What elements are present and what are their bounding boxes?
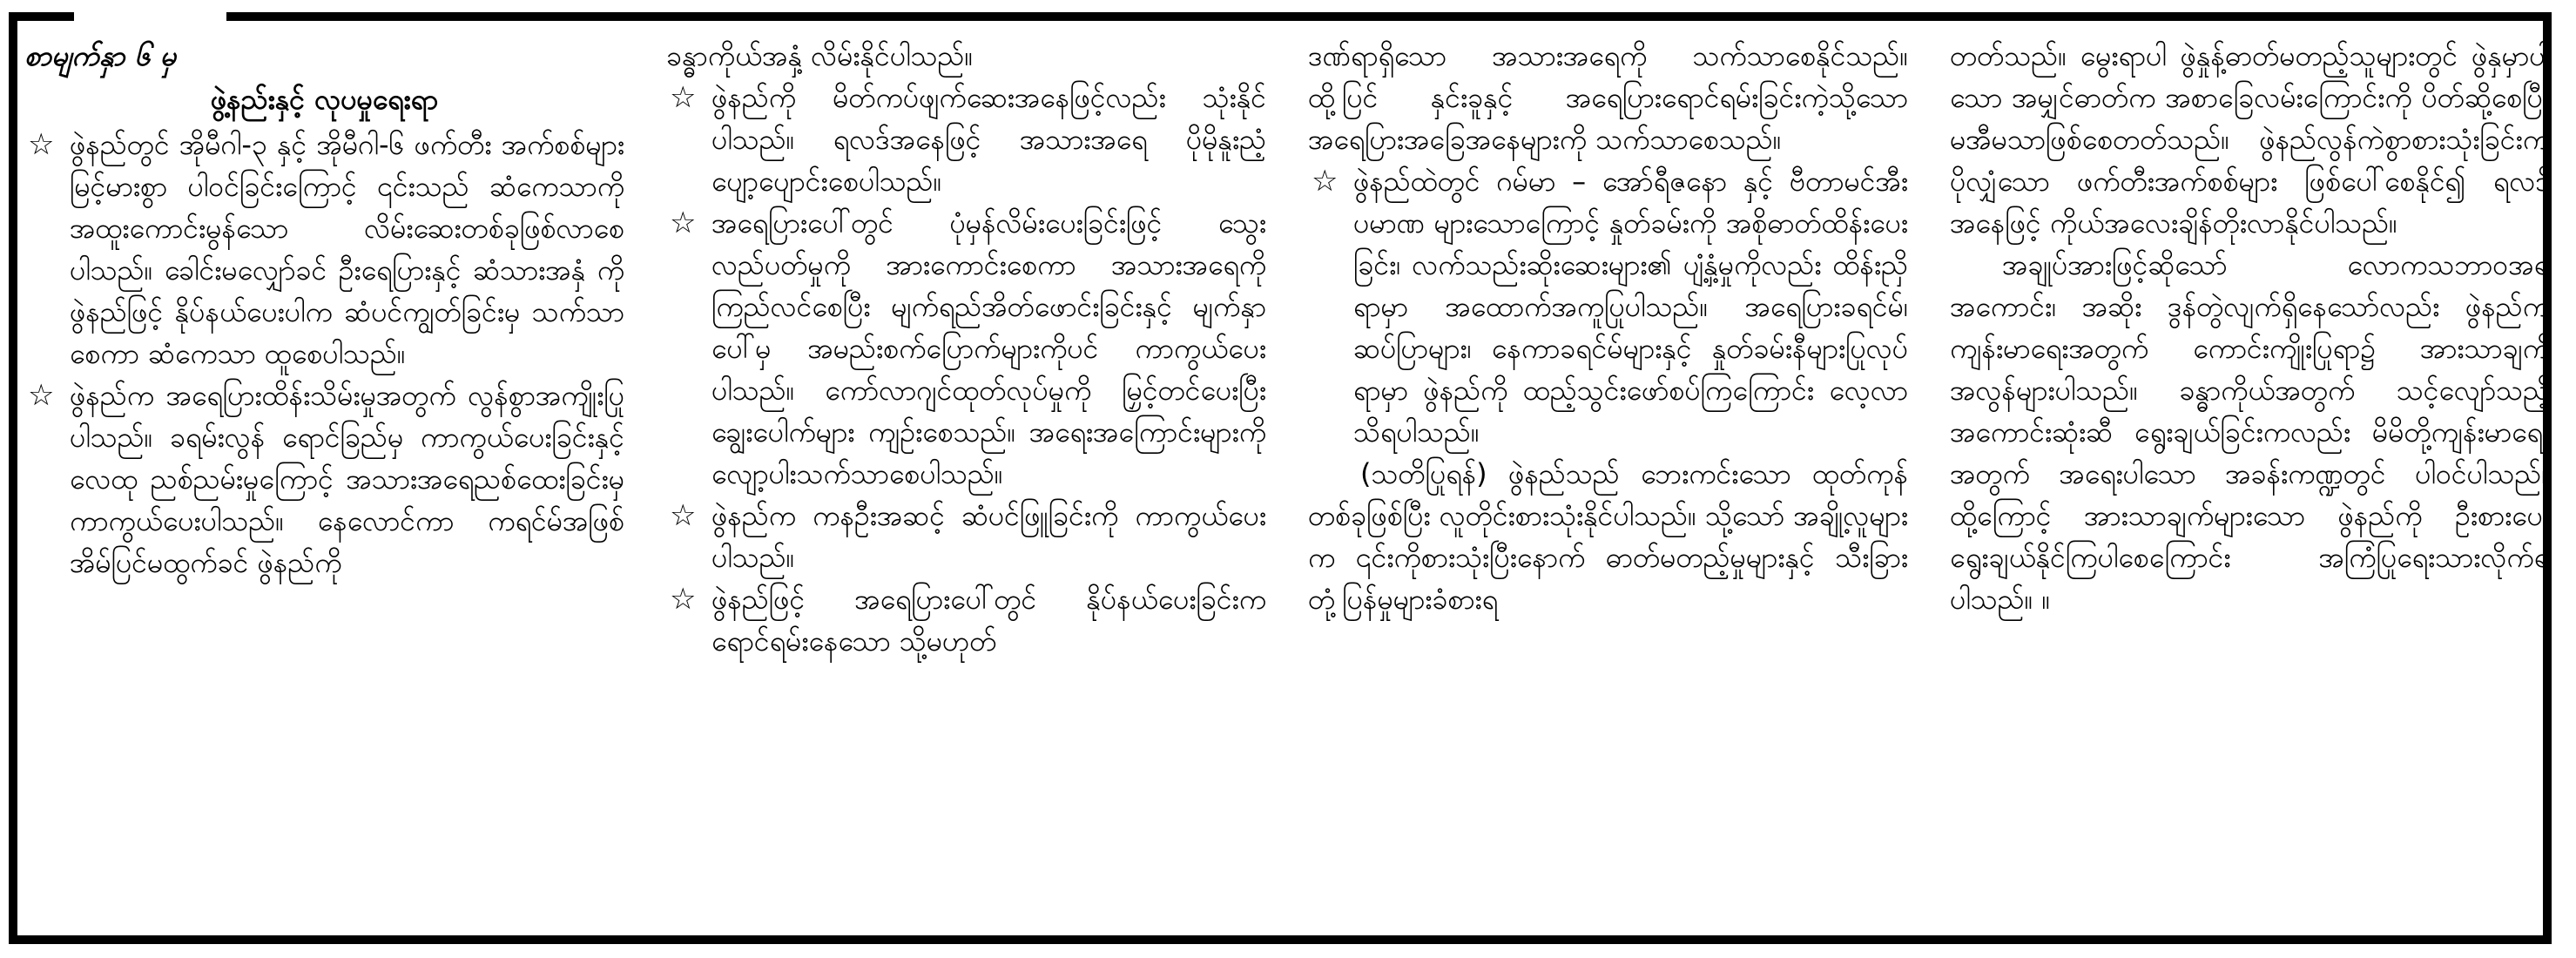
page-continuation-header: စာမျက်နှာ ၆ မှ (24, 39, 177, 72)
bullet-paragraph (24, 124, 624, 374)
bullet-text: ဖွဲနည်ကို မိတ်ကပ်ဖျက်ဆေးအနေဖြင့်လည်း သုံးနိုင်ပါသည်။ ရလဒ်အနေဖြင့် အသားအရေ ပိုမိုနူးညံ့ပျော့ပျောင်းစေပါသည်။ (711, 81, 1266, 198)
column-2 (666, 35, 1266, 932)
bullet-text: ဖွဲနည်ဖြင့် အရေပြားပေါ်တွင် နိုပ်နယ်ပေးခြင်းက ရောင်ရမ်းနေသော သို့မဟုတ် (711, 583, 1266, 658)
frame-top-gap (74, 5, 226, 24)
continued-paragraph: တတ်သည်။ မွေးရာပါ ဖွဲနှုန့်ဓာတ်မတည့်သူများတွင် ဖွဲနှမှာပါသော အမျှင်ဓာတ်က အစာခြေလမ်းကြောင်းကို ပိတ်ဆို့စေပြီး မအီမသာဖြစ်စေတတ်သည်။ ဖွဲနည်လွန်ကဲစွာစားသုံးခြင်းက ပိုလျှံသော ဖက်တီးအက်စစ်များ ဖြစ်ပေါ်စေနိုင်၍ ရလဒ်အနေဖြင့် ကိုယ်အလေးချိန်တိုးလာနိုင်ပါသည်။ (1950, 39, 2550, 239)
bullet-paragraph (1308, 160, 1908, 453)
star-bullet-icon: ☆ (670, 582, 697, 617)
star-bullet-icon: ☆ (28, 127, 55, 162)
continued-paragraph: ခန္ဓာကိုယ်အနှံ့ လိမ်းနိုင်ပါသည်။ (666, 39, 974, 72)
bullet-paragraph (666, 578, 1266, 662)
star-bullet-icon: ☆ (670, 206, 697, 240)
bullet-paragraph (666, 77, 1266, 202)
paragraph: အချုပ်အားဖြင့်ဆိုသော် လောကသဘာဝအရ အကောင်း၊ အဆိုး ဒွန်တွဲလျက်ရှိနေသော်လည်း ဖွဲနည်က ကျန်းမာရေးအတွက် ကောင်းကျိုးပြုရာ၌ အားသာချက် အလွန်များပါသည်။ ခန္ဓာကိုယ်အတွက် သင့်လျော်သည့် အကောင်းဆုံးဆီ ရွေးချယ်ခြင်းကလည်း မိမိတို့ကျန်းမာရေးအတွက် အရေးပါသော အခန်းကဏ္ဍတွင် ပါဝင်ပါသည်။ ထို့ကြောင့် အားသာချက်များသော ဖွဲနည်ကို ဦးစားပေးရွေးချယ်နိုင်ကြပါစေကြောင်း အကြံပြုရေးသားလိုက်ရပါသည်။ ။ (1950, 248, 2550, 616)
star-bullet-icon: ☆ (670, 498, 697, 533)
star-bullet-icon: ☆ (670, 80, 697, 115)
bullet-text: ဖွဲနည်က ကနဦးအဆင့် ဆံပင်ဖြူခြင်းကို ကာကွယ်ပေးပါသည်။ (711, 499, 1266, 574)
star-bullet-icon: ☆ (28, 378, 55, 413)
article-columns (24, 35, 2550, 932)
bullet-paragraph (666, 495, 1266, 578)
column-1 (24, 35, 624, 932)
bullet-text: အရေပြားပေါ်တွင် ပုံမှန်လိမ်းပေးခြင်းဖြင့် သွေးလည်ပတ်မှုကို အားကောင်းစေကာ အသားအရေကို ကြည်လင်စေပြီး မျက်ရည်အိတ်ဖောင်းခြင်းနှင့် မျက်နှာပေါ်မှ အမည်းစက်ပြောက်များကိုပင် ကာကွယ်ပေးပါသည်။ ကော်လာဂျင်ထုတ်လုပ်မှုကို မြှင့်တင်ပေးပြီး ချွေးပေါက်များ ကျဉ်းစေသည်။ အရေးအကြောင်းများကို လျော့ပါးသက်သာစေပါသည်။ (711, 206, 1266, 490)
bullet-paragraph (666, 202, 1266, 495)
star-bullet-icon: ☆ (1312, 164, 1339, 199)
bullet-paragraph (24, 374, 624, 584)
bullet-text: ဖွဲနည်တွင် အိုမီဂါ-၃ နှင့် အိုမီဂါ-၆ ဖက်တီး အက်စစ်များ မြင့်မားစွာ ပါဝင်ခြင်းကြောင့် ၎င်းသည် ဆံကေသာကို အထူးကောင်းမွန်သော လိမ်းဆေးတစ်ခုဖြစ်လာစေပါသည်။ ခေါင်းမလျှော်ခင် ဦးရေပြားနှင့် ဆံသားအနှံ ကို ဖွဲနည်ဖြင့် နိုပ်နယ်ပေးပါက ဆံပင်ကျွတ်ခြင်းမှ သက်သာစေကာ ဆံကေသာ ထူစေပါသည်။ (70, 128, 624, 370)
paragraph: (သတိပြုရန်) ဖွဲနည်သည် ဘေးကင်းသော ထုတ်ကုန်တစ်ခုဖြစ်ပြီး လူတိုင်းစားသုံးနိုင်ပါသည်။ သို့သော် အချို့လူများက ၎င်းကိုစားသုံးပြီးနောက် ဓာတ်မတည့်မှုများနှင့် သီးခြားတုံ့ပြန်မှုများခံစားရ (1308, 457, 1908, 616)
article-title: ဖွဲ့နည်းနှင့် လုပမှုရေးရာ (210, 83, 439, 116)
continued-paragraph: ဒဏ်ရာရှိသော အသားအရေကို သက်သာစေနိုင်သည်။ ထို့ပြင် နှင်းခူနှင့် အရေပြားရောင်ရမ်းခြင်းကဲ့သို့သော အရေပြားအခြေအနေများကို သက်သာစေသည်။ (1308, 39, 1908, 156)
column-3 (1308, 35, 1908, 932)
bullet-text: ဖွဲနည်ထဲတွင် ဂမ်မာ – အော်ရီဇနော နှင့် ဗီတာမင်အီးပမာဏ များသောကြောင့် နှုတ်ခမ်းကို အစိုဓာတ်ထိန်းပေးခြင်း၊ လက်သည်းဆိုးဆေးများ၏ ပျံ့နှံ့မှုကိုလည်း ထိန်းညှိရာမှာ အထောက်အကူပြုပါသည်။ အရေပြားခရင်မ်၊ ဆပ်ပြာများ၊ နေကာခရင်မ်များနှင့် နှုတ်ခမ်းနီများပြုလုပ်ရာမှာ ဖွဲနည်ကို ထည့်သွင်းဖော်စပ်ကြကြောင်း လေ့လာသိရပါသည်။ (1353, 165, 1908, 449)
bullet-text: ဖွဲနည်က အရေပြားထိန်းသိမ်းမှုအတွက် လွန်စွာအကျိုးပြုပါသည်။ ခရမ်းလွန် ရောင်ခြည်မှ ကာကွယ်ပေးခြင်းနှင့် လေထု ညစ်ညမ်းမှုကြောင့် အသားအရေညစ်ထေးခြင်းမှ ကာကွယ်ပေးပါသည်။ နေလောင်ကာ ကရင်မ်အဖြစ် အိမ်ပြင်မထွက်ခင် ဖွဲနည်ကို (70, 379, 624, 579)
column-4 (1950, 35, 2550, 932)
